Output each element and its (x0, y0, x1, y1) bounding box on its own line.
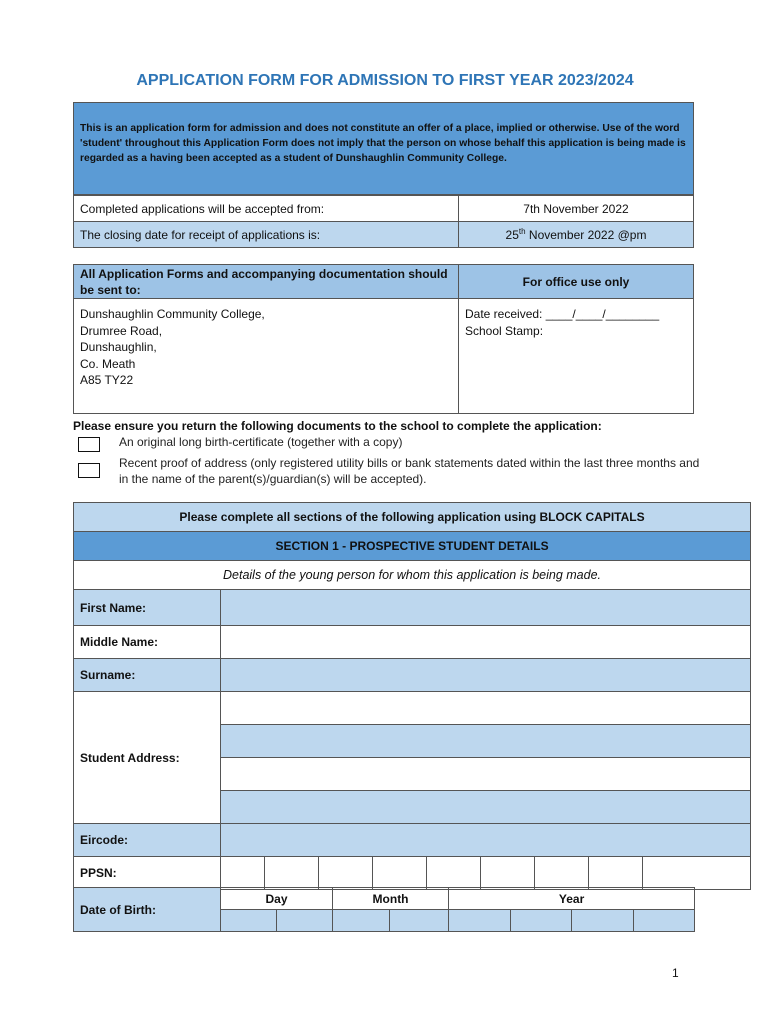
intro-disclaimer: This is an application form for admission and does not constitute an offer of a place, implied or otherwise. Use of the word 'student' throughout this Application Form does not imply that the person on whose behalf this application is being made is regarded as a having been accepted as a student of Dunshaughlin Community College. (73, 102, 694, 195)
dob-label: Date of Birth: (74, 888, 221, 932)
eircode-label: Eircode: (74, 824, 221, 857)
ppsn-char-box[interactable] (221, 857, 265, 890)
ppsn-char-box[interactable] (535, 857, 589, 890)
closing-day-suffix: th (518, 227, 526, 236)
dob-month-box[interactable] (333, 910, 390, 932)
ppsn-char-box[interactable] (643, 857, 751, 890)
dob-day-box[interactable] (221, 910, 277, 932)
section-title: SECTION 1 - PROSPECTIVE STUDENT DETAILS (74, 532, 751, 561)
address-line-4-input[interactable] (221, 791, 751, 824)
ppsn-char-box[interactable] (589, 857, 643, 890)
documents-heading: Please ensure you return the following documents to the school to complete the application: (73, 419, 602, 433)
accepted-from-value: 7th November 2022 (459, 196, 694, 222)
surname-label: Surname: (74, 659, 221, 692)
proof-of-address-checkbox[interactable] (78, 463, 100, 478)
dob-year-box[interactable] (449, 910, 511, 932)
ppsn-char-box[interactable] (481, 857, 535, 890)
address-line-1-input[interactable] (221, 692, 751, 725)
first-name-input[interactable] (221, 590, 751, 626)
dob-table (73, 887, 695, 932)
middle-name-input[interactable] (221, 626, 751, 659)
address-line: Co. Meath (80, 356, 136, 371)
ppsn-char-box[interactable] (427, 857, 481, 890)
office-use-box (459, 299, 694, 414)
middle-name-label: Middle Name: (74, 626, 221, 659)
dob-year-header: Year (449, 888, 695, 910)
birth-cert-item: An original long birth-certificate (together with a copy) (119, 435, 403, 449)
dob-day-header: Day (221, 888, 333, 910)
address-line: Drumree Road, (80, 323, 163, 338)
address-line: A85 TY22 (80, 373, 134, 387)
birth-cert-checkbox[interactable] (78, 437, 100, 452)
proof-of-address-item: Recent proof of address (only registered utility bills or bank statements dated within the last three months and in the name of the parent(s)/guardian(s) will be accepted). (119, 456, 700, 486)
dob-year-box[interactable] (511, 910, 572, 932)
send-to-table (73, 264, 694, 414)
closing-date-rest: November 2022 @pm (525, 228, 647, 242)
surname-input[interactable] (221, 659, 751, 692)
eircode-input[interactable] (221, 824, 751, 857)
school-address (74, 299, 459, 414)
date-received-field: Date received: ____/____/________ (465, 307, 660, 321)
page-number: 1 (672, 966, 679, 980)
section-subtitle: Details of the young person for whom this application is being made. (74, 561, 751, 590)
dob-month-box[interactable] (390, 910, 449, 932)
dob-year-box[interactable] (634, 910, 695, 932)
school-stamp-field: School Stamp: (465, 323, 544, 338)
closing-date-value (459, 222, 694, 248)
dates-table (73, 195, 694, 248)
address-line-2-input[interactable] (221, 725, 751, 758)
address-line: Dunshaughlin Community College, (80, 307, 265, 321)
page-title: APPLICATION FORM FOR ADMISSION TO FIRST YEAR 2023/2024 (136, 72, 634, 89)
address-line-3-input[interactable] (221, 758, 751, 791)
closing-day: 25 (505, 228, 519, 242)
dob-day-box[interactable] (277, 910, 333, 932)
first-name-label: First Name: (74, 590, 221, 626)
ppsn-char-box[interactable] (373, 857, 427, 890)
ppsn-char-box[interactable] (265, 857, 319, 890)
ppsn-label: PPSN: (74, 857, 221, 890)
block-capitals-instruction: Please complete all sections of the following application using BLOCK CAPITALS (74, 503, 751, 532)
accepted-from-label: Completed applications will be accepted from: (74, 196, 459, 222)
address-line: Dunshaughlin, (80, 340, 157, 354)
student-address-label: Student Address: (74, 692, 221, 824)
closing-date-label: The closing date for receipt of applications is: (74, 222, 459, 248)
office-use-header: For office use only (459, 265, 694, 299)
send-to-header: All Application Forms and accompanying documentation should be sent to: (74, 265, 459, 299)
dob-year-box[interactable] (572, 910, 634, 932)
student-details-form (73, 502, 751, 890)
ppsn-char-box[interactable] (319, 857, 373, 890)
dob-month-header: Month (333, 888, 449, 910)
